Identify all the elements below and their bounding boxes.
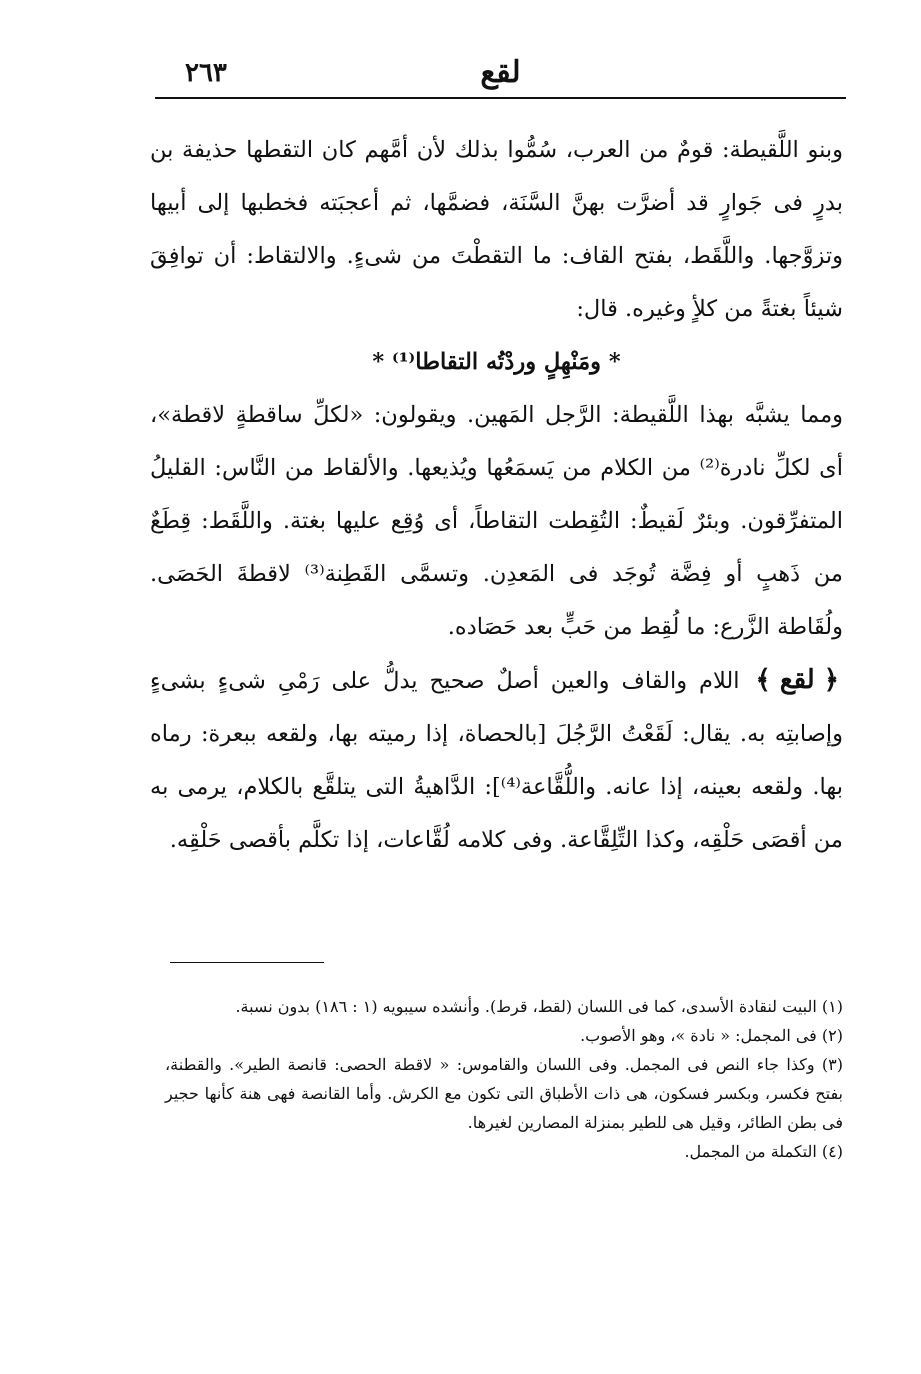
page-title: لقع: [480, 55, 521, 90]
entry-heading: ﴿ لقع ﴾: [755, 665, 840, 695]
footnote-4: (٤) التكملة من المجمل.: [684, 1142, 843, 1161]
paragraph-laqita: وبنو اللَّقيطة: قومٌ من العرب، سُمُّوا بذلك لأن أمَّهم كان التقطها حذيفة بن بدرٍ فى جَوارٍ قد أضرَّت بهنَّ السَّنَة، فضمَّها، ثم أعجبَته فخطبها إلى أبيها وتزوَّجها. واللَّقَط، بفتح القاف: ما التقطْتَ من شىءٍ. والالتقاط: أن توافِقَ شيئاً بغتةً من كلأٍ وغيره. قال:: [150, 137, 843, 322]
footnote-divider: [170, 962, 324, 963]
entry-laqa-text: اللام والقاف والعين أصلٌ صحيح يدلُّ على رَمْىِ شىءٍ بشىءٍ وإصابتِه به. يقال: لَقَعْتُ الرَّجُلَ [بالحصاة، إذا رميته بها، ولقعه ببعرة: رماه بها. ولقعه بعينه، إذا عانه. واللُّقَّاعة⁽⁴⁾]: الدَّاهيةُ التى يتلقَّع بالكلام، يرمى به من أقصَى حَلْقِه، وكذا التِّلِقَّاعة. وفى كلامه لُقَّاعات، إذا تكلَّم بأقصى حَلْقِه.: [150, 668, 844, 853]
verse-line: * ومَنْهِلٍ وردْتُه التقاطا⁽¹⁾ *: [372, 349, 621, 375]
page-number: ٢٦٣: [185, 58, 227, 88]
footnote-2: (٢) فى المجمل: « نادة »، وهو الأصوب.: [580, 1026, 843, 1045]
footnote-1: (١) البيت لنقادة الأسدى، كما فى اللسان (لقط، قرط). وأنشده سيبويه (١ : ١٨٦) بدون نسبة.: [235, 997, 843, 1016]
footnotes: [165, 992, 843, 1166]
footnote-3: (٣) وكذا جاء النص فى المجمل. وفى اللسان والقاموس: « لاقطة الحصى: قانصة الطير». والقطنة، بفتح فكسر، وبكسر فسكون، هى ذات الأطباق التى تكون مع الكرش. وأما القانصة فهى هنة كأنها حجير فى بطن الطائر، وقيل هى للطير بمنزلة المصارين لغيرها.: [165, 1055, 843, 1132]
page-header: [155, 52, 846, 94]
header-divider: [155, 97, 846, 99]
entry-laqa: [150, 654, 843, 867]
main-text: [150, 124, 843, 867]
paragraph-laqita-continued: ومما يشبَّه بهذا اللَّقيطة: الرَّجل المَهين. ويقولون: «لكلِّ ساقطةٍ لاقطة»، أى لكلِّ نادرة⁽²⁾ من الكلام من يَسمَعُها ويُذيعها. والألقاط من النَّاس: القليلُ المتفرِّقون. وبئرٌ لَقيطٌ: التُقِطت التقاطاً، أى وُقِع عليها بغتة. واللَّقَط: قِطَعٌ من ذَهبٍ أو فِضَّة تُوجَد فى المَعدِن. وتسمَّى القَطِنة⁽³⁾ لاقطةَ الحَصَى. ولُقَاطة الزَّرع: ما لُقِط من حَبٍّ بعد حَصَاده.: [150, 402, 844, 640]
